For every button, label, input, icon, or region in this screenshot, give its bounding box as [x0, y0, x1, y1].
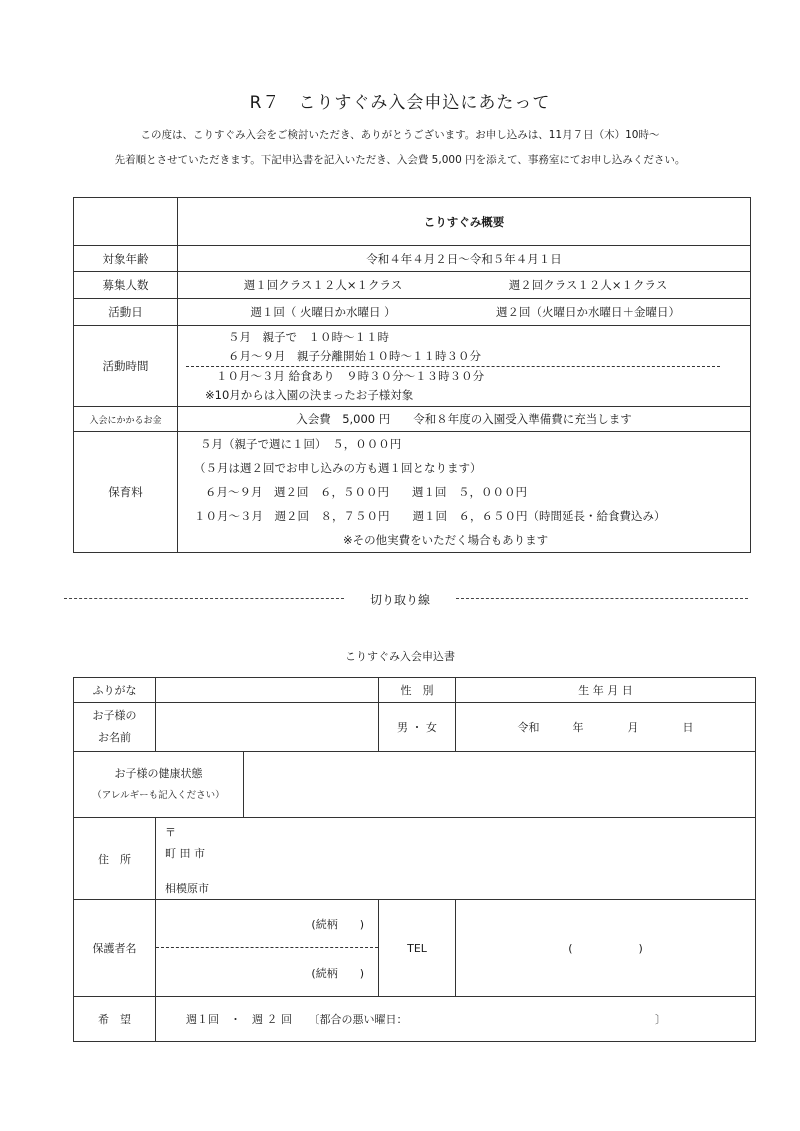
- activity-time-label: 活動時間: [74, 326, 178, 407]
- activity-day-values: [178, 299, 751, 326]
- page-title: R７ こりすぐみ入会申込にあたって: [249, 93, 551, 113]
- child-name-label-2: お名前: [98, 731, 131, 744]
- capacity-weekly-1: 週１回クラス１２人×１クラス: [243, 278, 403, 292]
- birthdate-label: 生 年 月 日: [456, 678, 756, 703]
- childcare-fee-note: ※その他実費をいただく場合もあります: [343, 533, 549, 547]
- cut-line-label: 切り取り線: [350, 591, 450, 608]
- form-title: こりすぐみ入会申込書: [345, 650, 455, 663]
- cut-line-right: [456, 598, 748, 599]
- health-label-2: （アレルギーも記入ください）: [92, 789, 225, 801]
- activity-day-weekly-2: 週２回（火曜日か水曜日＋金曜日）: [496, 305, 680, 319]
- overview-header: こりすぐみ概要: [178, 198, 751, 246]
- overview-header-blank: [74, 198, 178, 246]
- childcare-fee-line-4: １０月～３月 週２回 ８，７５０円 週１回 ６，６５０円（時間延長・給食費込み）: [194, 509, 666, 523]
- activity-time-line-2: ６月～９月 親子分離開始１０時～１１時３０分: [228, 348, 481, 363]
- childcare-fee-line-3: ６月～９月 週２回 ６，５００円 週１回 ５，０００円: [205, 485, 527, 499]
- activity-day-label: 活動日: [74, 299, 178, 326]
- guardian-input-2[interactable]: [156, 948, 378, 996]
- wish-label: 希 望: [74, 997, 156, 1042]
- guardian-input[interactable]: [156, 900, 379, 997]
- target-age-value: 令和４年４月２日～令和５年４月１日: [178, 246, 751, 272]
- target-age-label: 対象年齢: [74, 246, 178, 272]
- capacity-weekly-2: 週２回クラス１２人×１クラス: [508, 278, 668, 292]
- gender-select[interactable]: 男 ・ 女: [379, 703, 456, 752]
- intro-line-2: 先着順とさせていただきます。下記申込書を記入いただき、入会費 5,000 円を添えて、事務室にてお申し込みください。: [114, 154, 686, 166]
- health-label: [74, 752, 244, 818]
- fee-value: 入会費 5,000 円 令和８年度の入園受入準備費に充当します: [178, 407, 751, 432]
- application-form: [73, 677, 756, 1042]
- city-machida: 町 田 市: [165, 847, 205, 860]
- address-input[interactable]: [156, 818, 756, 900]
- childcare-fee-line-2: （５月は週２回でお申し込みの方も週１回となります）: [194, 461, 482, 475]
- fee-label: 入会にかかるお金: [74, 407, 178, 432]
- guardian-input-1[interactable]: [156, 900, 378, 948]
- capacity-values: [178, 272, 751, 299]
- birthdate-input[interactable]: 令和 年 月 日: [456, 703, 756, 752]
- childcare-fee-line-1: ５月（親子で週に１回） ５，０００円: [200, 437, 402, 451]
- activity-day-weekly-1: 週１回（ 火曜日か水曜日 ）: [250, 305, 396, 319]
- furigana-input[interactable]: [156, 678, 379, 703]
- tel-label: TEL: [379, 900, 456, 997]
- child-name-input[interactable]: [156, 703, 379, 752]
- address-label: 住 所: [74, 818, 156, 900]
- childcare-fee-values: [178, 432, 751, 553]
- guardian-relation-1: (続柄 ): [311, 918, 364, 931]
- furigana-label: ふりがな: [74, 678, 156, 703]
- activity-time-values: [178, 326, 751, 407]
- overview-table: [73, 197, 751, 553]
- capacity-label: 募集人数: [74, 272, 178, 299]
- city-sagamihara: 相模原市: [165, 882, 209, 895]
- activity-time-line-3: １０月～３月 給食あり ９時３０分～１３時３０分: [186, 366, 720, 386]
- intro-line-1: この度は、こりすぐみ入会をご検討いただき、ありがとうございます。お申し込みは、11月７日（木）10時～: [140, 129, 660, 141]
- guardian-relation-2: (続柄 ): [311, 967, 364, 980]
- childcare-fee-label: 保育料: [74, 432, 178, 553]
- wish-input[interactable]: 週１回 ・ 週 ２ 回 〔都合の悪い曜日： 〕: [156, 997, 756, 1042]
- activity-time-line-1: ５月 親子で １０時～１１時: [228, 329, 389, 344]
- health-label-1: お子様の健康状態: [114, 766, 203, 780]
- postal-mark: 〒: [165, 826, 176, 839]
- activity-time-note: ※10月からは入園の決まったお子様対象: [205, 387, 414, 402]
- tel-input[interactable]: ( ): [456, 900, 756, 997]
- cut-line-left: [64, 598, 344, 599]
- gender-label: 性 別: [379, 678, 456, 703]
- child-name-label: [74, 703, 156, 752]
- guardian-label: 保護者名: [74, 900, 156, 997]
- health-input[interactable]: [244, 752, 756, 818]
- child-name-label-1: お子様の: [92, 709, 137, 722]
